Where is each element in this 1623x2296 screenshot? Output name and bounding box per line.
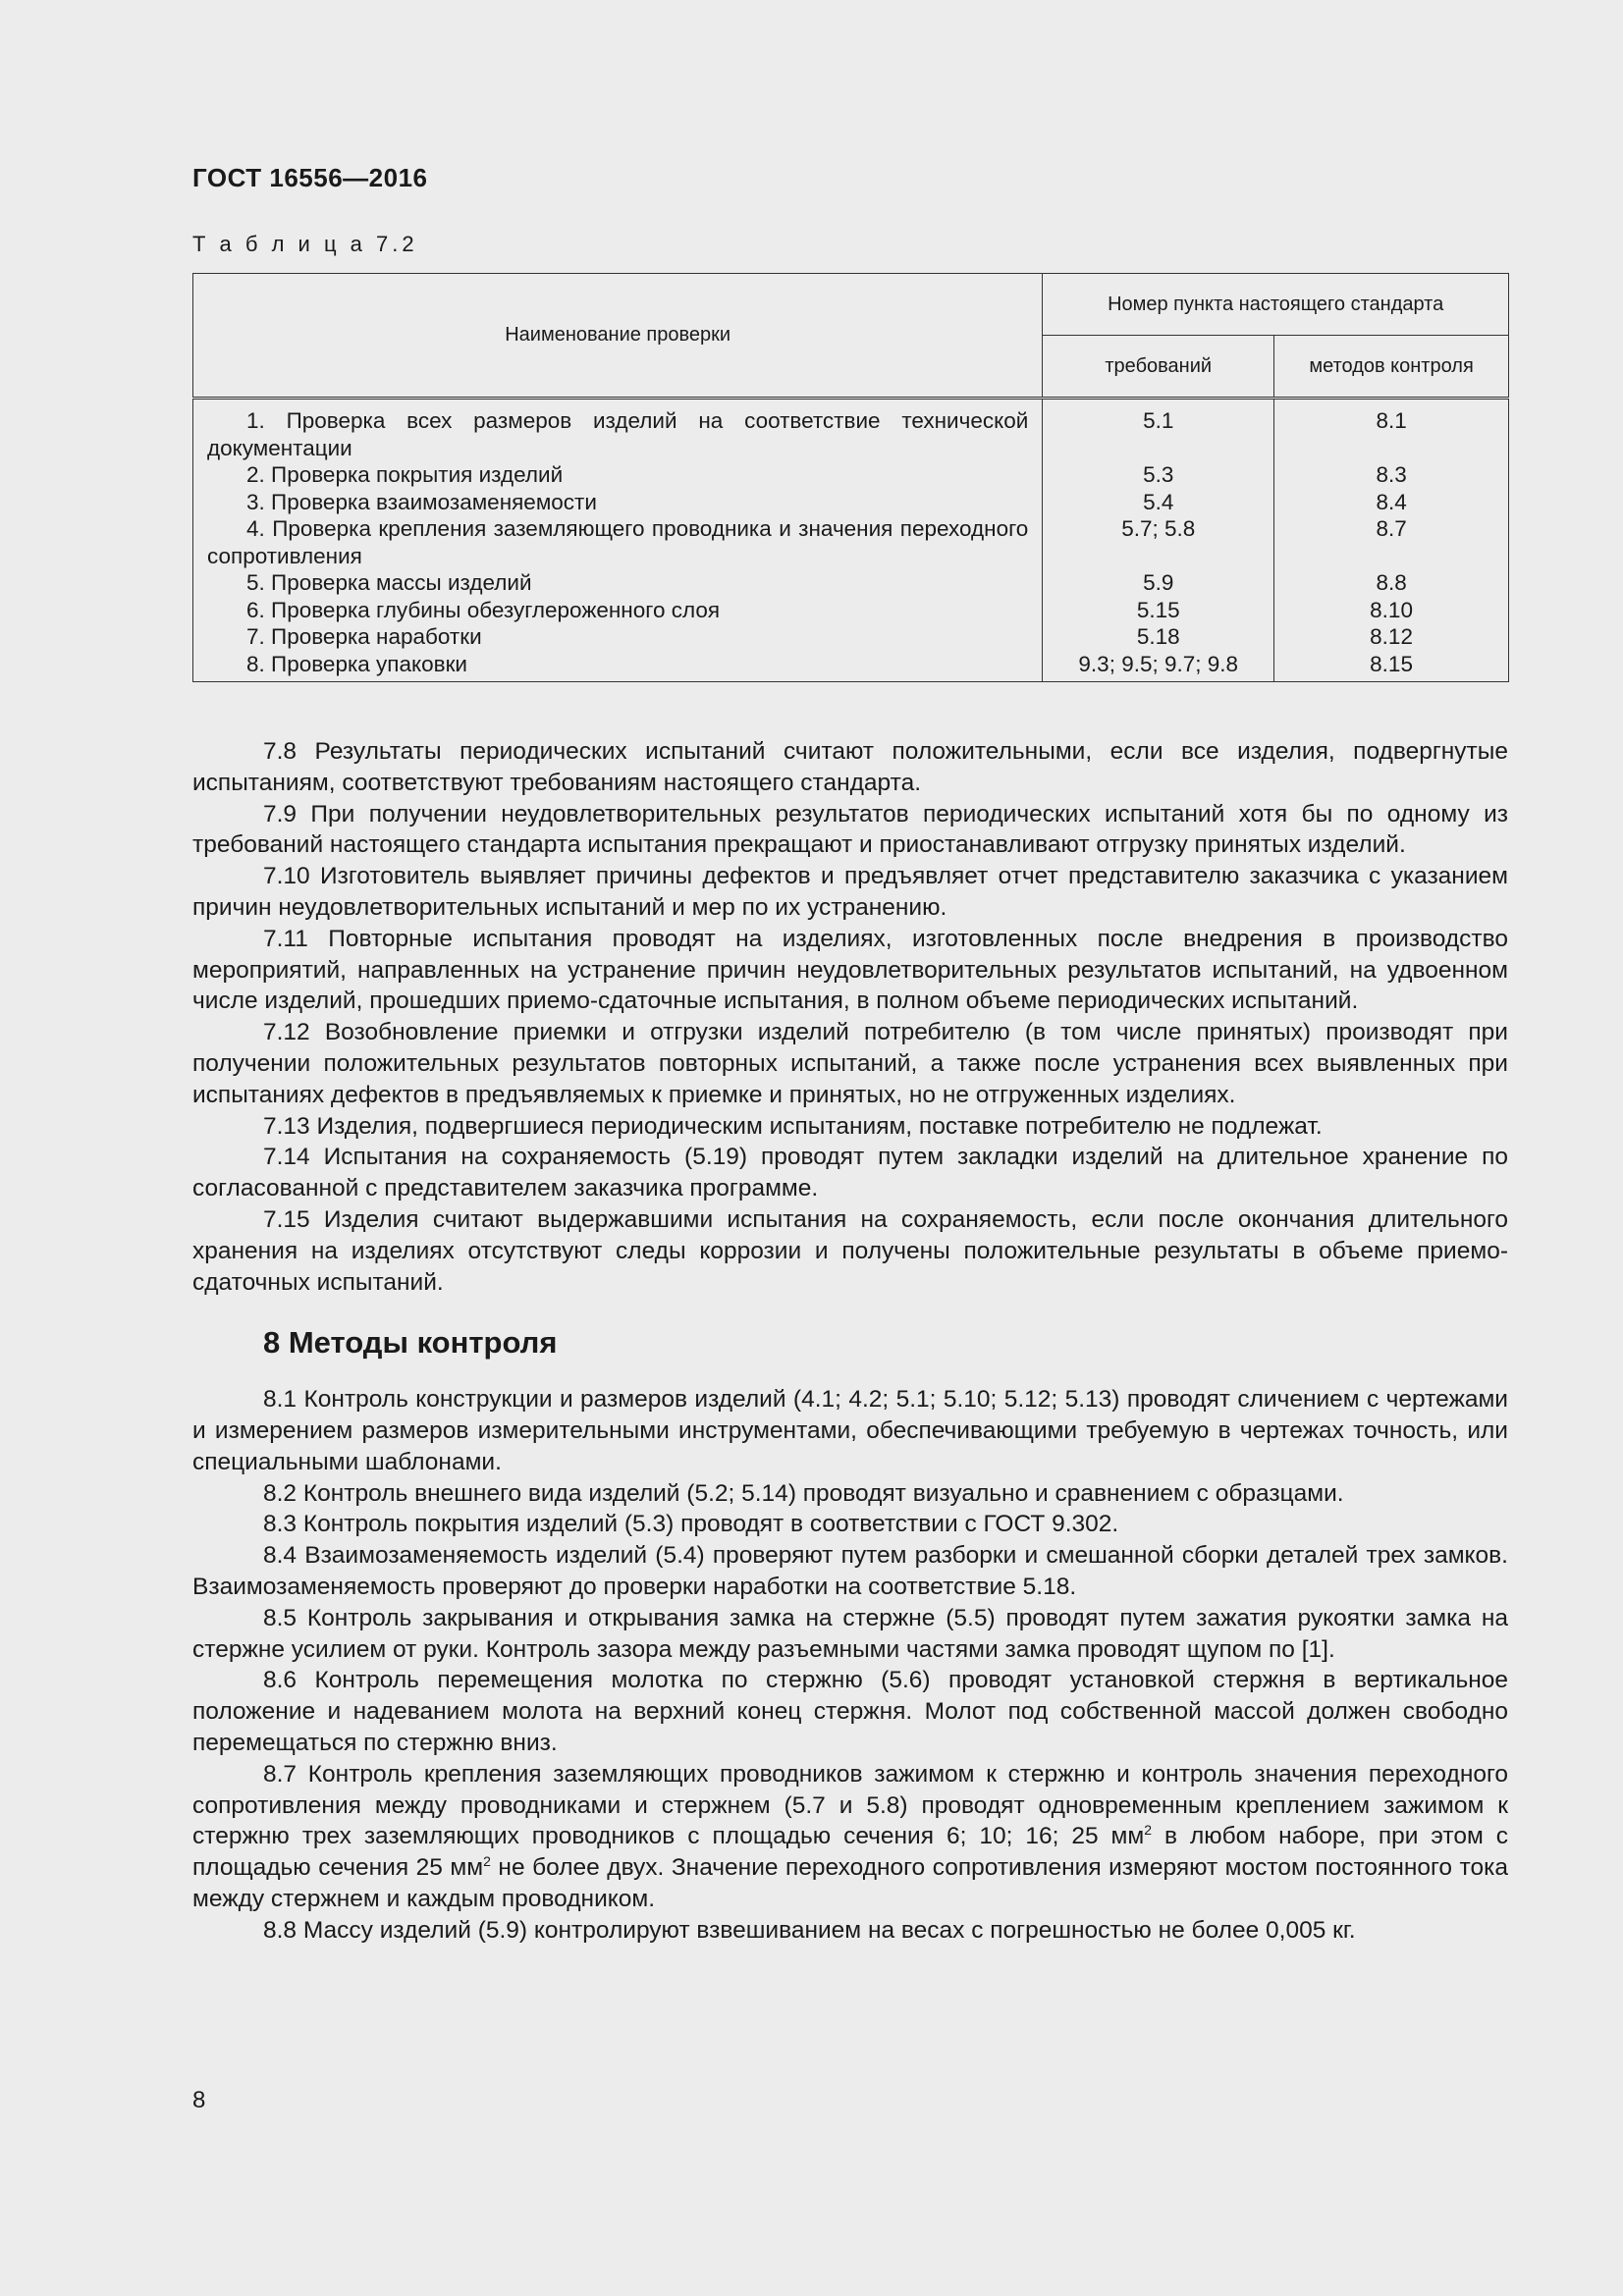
row-number: 7. — [246, 624, 265, 649]
check-name-cell — [193, 399, 1043, 462]
requirements-cell: 9.3; 9.5; 9.7; 9.8 — [1043, 651, 1274, 682]
header-requirements: требований — [1043, 336, 1274, 399]
check-name: Проверка наработки — [271, 624, 482, 649]
paragraph-8-1: 8.1 Контроль конструкции и размеров изделий (4.1; 4.2; 5.1; 5.10; 5.12; 5.13) проводят сличением с чертежами и измерением размеров измерительными инструментами, обеспечивающими требуемую в чертежах точность, или специальными шаблонами. — [192, 1386, 1508, 1475]
paragraph-8-7 — [192, 1759, 1508, 1915]
paragraph-7-11: 7.11 Повторные испытания проводят на изделиях, изготовленных после внедрения в производство мероприятий, направленных на устранение причин неудовлетворительных результатов испытаний, на удвоенном числе изделий, прошедших приемо-сдаточные испытания, в полном объеме периодических испытаний. — [192, 925, 1508, 1015]
page-number: 8 — [192, 2087, 206, 2113]
paragraph-8-7-part-c: не более двух. Значение переходного сопротивления измеряют мостом постоянного тока между стержнем и каждым проводником. — [192, 1854, 1508, 1912]
check-name-cell — [193, 461, 1043, 489]
header-check-name: Наименование проверки — [193, 274, 1043, 399]
paragraph-8-8: 8.8 Массу изделий (5.9) контролируют взвешиванием на весах с погрешностью не более 0,005 кг. — [263, 1916, 1356, 1944]
control-methods-cell: 8.8 — [1274, 569, 1509, 597]
row-number: 6. — [246, 597, 265, 622]
paragraph-8-7-part-a: 8.7 Контроль крепления заземляющих проводников зажимом к стержню и контроль значения переходного сопротивления между проводниками и стержнем (5.7 и 5.8) проводят одновременным креплением зажимом к стержню трех заземляющих проводников с площадью сечения 6; 10; 16; 25 мм — [192, 1760, 1508, 1850]
check-name: Проверка покрытия изделий — [271, 462, 564, 487]
control-methods-cell: 8.7 — [1274, 515, 1509, 569]
check-name: Проверка крепления заземляющего проводника и значения переходного сопротивления — [207, 516, 1029, 568]
check-name-cell — [193, 489, 1043, 516]
paragraph-7-14: 7.14 Испытания на сохраняемость (5.19) проводят путем закладки изделий на длительное хранение по согласованной с представителем заказчика программе. — [192, 1144, 1508, 1202]
superscript: 2 — [1144, 1822, 1153, 1839]
paragraph-7-9: 7.9 При получении неудовлетворительных результатов периодических испытаний хотя бы по одному из требований настоящего стандарта испытания прекращают и приостанавливают отгрузку принятых изделий. — [192, 800, 1508, 859]
checks-table — [192, 273, 1509, 682]
header-control-methods: методов контроля — [1274, 336, 1509, 399]
paragraph-7-15: 7.15 Изделия считают выдержавшими испытания на сохраняемость, если после окончания длительного хранения на изделиях отсутствуют следы коррозии и получены положительные результаты в объеме приемо-сдаточных испытаний. — [192, 1205, 1508, 1296]
check-name-cell — [193, 597, 1043, 624]
row-number: 1. — [246, 408, 265, 433]
requirements-cell: 5.7; 5.8 — [1043, 515, 1274, 569]
paragraph-7-10: 7.10 Изготовитель выявляет причины дефектов и предъявляет отчет представителю заказчика с указанием причин неудовлетворительных испытаний и мер по их устранению. — [192, 863, 1508, 921]
check-name-cell — [193, 651, 1043, 682]
paragraph-8-6: 8.6 Контроль перемещения молотка по стержню (5.6) проводят установкой стержня в вертикальное положение и надеванием молота на верхний конец стержня. Молот под собственной массой должен свободно перемещаться по стержню вниз. — [192, 1667, 1508, 1756]
row-number: 4. — [246, 516, 265, 541]
table-row — [193, 399, 1509, 462]
paragraph-7-12: 7.12 Возобновление приемки и отгрузки изделий потребителю (в том числе принятых) производят при получении положительных результатов повторных испытаний, а также после устранения всех выявленных при испытаниях дефектов в предъявляемых к приемке и принятых, но не отгруженных изделиях. — [192, 1019, 1508, 1108]
requirements-cell: 5.18 — [1043, 623, 1274, 651]
check-name: Проверка всех размеров изделий на соответствие технической документации — [207, 408, 1029, 460]
paragraph-8-2: 8.2 Контроль внешнего вида изделий (5.2; 5.14) проводят визуально и сравнением с образцами. — [263, 1479, 1344, 1507]
control-methods-cell: 8.1 — [1274, 399, 1509, 462]
table-row — [193, 515, 1509, 569]
row-number: 2. — [246, 462, 265, 487]
table-row — [193, 651, 1509, 682]
table-row — [193, 489, 1509, 516]
paragraph-7-13: 7.13 Изделия, подвергшиеся периодическим испытаниям, поставке потребителю не подлежат. — [263, 1112, 1323, 1140]
header-standard-clause: Номер пункта настоящего стандарта — [1043, 274, 1509, 336]
row-number: 5. — [246, 570, 265, 595]
requirements-cell: 5.1 — [1043, 399, 1274, 462]
paragraph-7-8: 7.8 Результаты периодических испытаний считают положительными, если все изделия, подвергнутые испытаниям, соответствуют требованиям настоящего стандарта. — [192, 738, 1508, 796]
check-name: Проверка глубины обезуглероженного слоя — [271, 597, 721, 622]
paragraph-8-3: 8.3 Контроль покрытия изделий (5.3) проводят в соответствии с ГОСТ 9.302. — [263, 1511, 1119, 1538]
table-row — [193, 461, 1509, 489]
check-name: Проверка массы изделий — [271, 570, 532, 595]
paragraph-8-4: 8.4 Взаимозаменяемость изделий (5.4) проверяют путем разборки и смешанной сборки деталей трех замков. Взаимозаменяемость проверяют до проверки наработки на соответствие 5.18. — [192, 1542, 1508, 1600]
requirements-cell: 5.4 — [1043, 489, 1274, 516]
row-number: 8. — [246, 651, 265, 676]
section-8-title: 8 Методы контроля — [263, 1325, 558, 1361]
check-name-cell — [193, 569, 1043, 597]
document-header: ГОСТ 16556—2016 — [192, 163, 428, 192]
table-row — [193, 569, 1509, 597]
table-caption: Т а б л и ц а 7.2 — [192, 232, 418, 256]
control-methods-cell: 8.3 — [1274, 461, 1509, 489]
control-methods-cell: 8.12 — [1274, 623, 1509, 651]
superscript: 2 — [483, 1852, 491, 1869]
check-name-cell — [193, 515, 1043, 569]
check-name: Проверка взаимозаменяемости — [271, 489, 597, 514]
requirements-cell: 5.9 — [1043, 569, 1274, 597]
check-name: Проверка упаковки — [271, 651, 467, 676]
body-text — [192, 736, 1508, 1946]
paragraph-8-7-part-b: в любом наборе, при этом с площадью сечения 25 мм — [192, 1823, 1508, 1882]
control-methods-cell: 8.10 — [1274, 597, 1509, 624]
requirements-cell: 5.3 — [1043, 461, 1274, 489]
check-name-cell — [193, 623, 1043, 651]
control-methods-cell: 8.4 — [1274, 489, 1509, 516]
requirements-cell: 5.15 — [1043, 597, 1274, 624]
table-row — [193, 623, 1509, 651]
table-row — [193, 597, 1509, 624]
control-methods-cell: 8.15 — [1274, 651, 1509, 682]
paragraph-8-5: 8.5 Контроль закрывания и открывания замка на стержне (5.5) проводят путем зажатия рукоятки замка на стержне усилием от руки. Контроль зазора между разъемными частями замка проводят щупом по [1]. — [192, 1604, 1508, 1663]
row-number: 3. — [246, 489, 265, 514]
